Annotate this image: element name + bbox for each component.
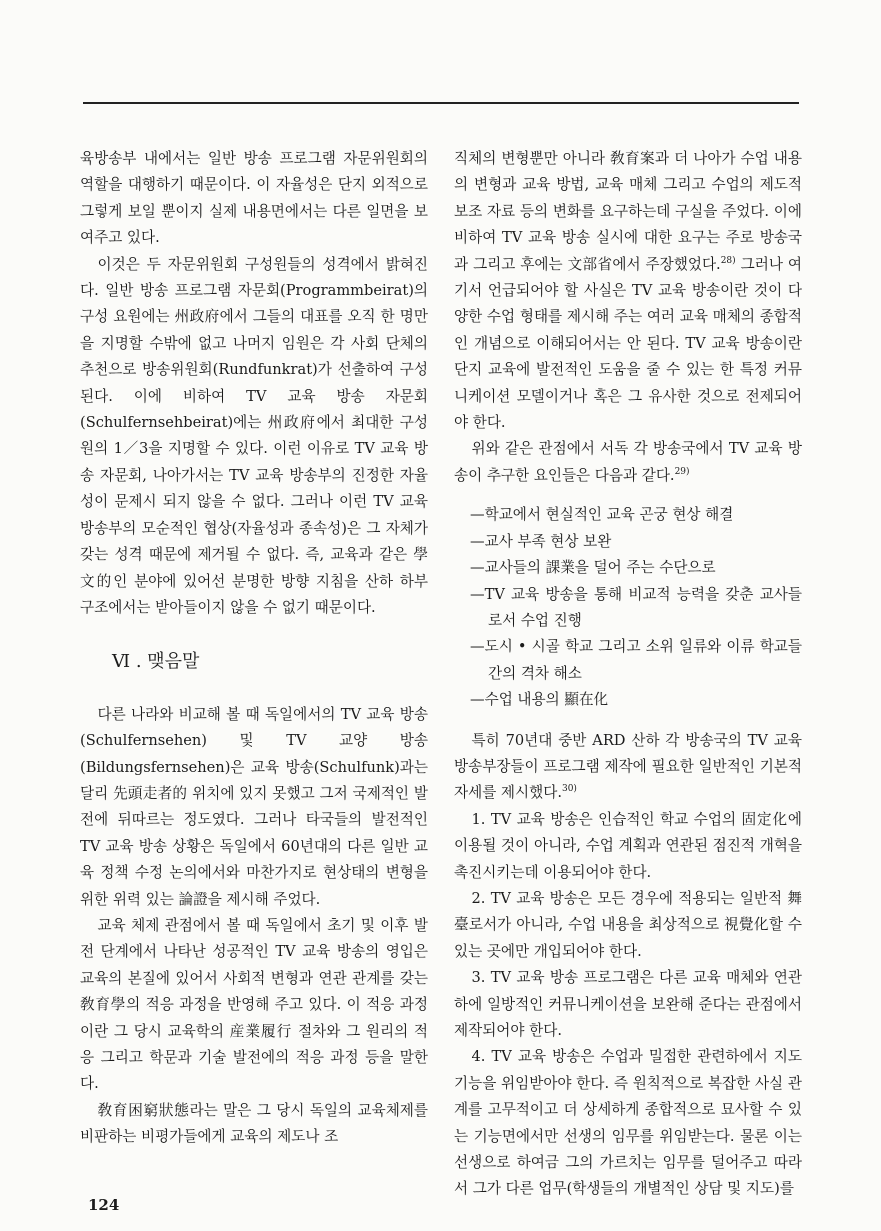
list-item: —교사 부족 현상 보완 bbox=[470, 532, 612, 550]
paragraph bbox=[454, 436, 802, 489]
list-item: —도시 • 시골 학교 그리고 소위 일류와 이류 학교들 간의 격차 해소 bbox=[470, 638, 802, 682]
factor-list bbox=[454, 502, 802, 713]
paragraph-text: 위와 같은 관점에서 서독 각 방송국에서 TV 교육 방송이 추구한 요인들은 다음과 같다. bbox=[454, 440, 802, 484]
numbered-item: 4. TV 교육 방송은 수업과 밀접한 관련하에서 지도 기능을 위임받아야 한다. 즉 원칙적으로 복잡한 사실 관계를 고무적이고 더 상세하게 종합적으로 묘사할 수 있는 기능면에서만 선생의 임무를 위임받는다. 물론 이는 선생으로 하여금 그의 가르치는 임무를 덜어주고 따라서 그가 다른 업무(학생들의 개별적인 상담 및 지도)를 bbox=[454, 1048, 802, 1198]
left-column bbox=[80, 146, 428, 1151]
footnote-ref: 28) bbox=[720, 255, 736, 266]
paragraph-text: 직체의 변형뿐만 아니라 敎育案과 더 나아가 수업 내용의 변형과 교육 방법, 교육 매체 그리고 수업의 제도적 보조 자료 등의 변화를 요구하는데 구실을 주었다. 이에 비하여 TV 교육 방송 실시에 대한 요구는 주로 방송국과 그리고 후에는 文部省에서 주장했었다. bbox=[454, 150, 802, 273]
list-item: —TV 교육 방송을 통해 비교적 능력을 갖춘 교사들로서 수업 진행 bbox=[470, 585, 802, 629]
paragraph: 다른 나라와 비교해 볼 때 독일에서의 TV 교육 방송(Schulfernsehen) 및 TV 교양 방송(Bildungsfernsehen)은 교육 방송(Schulfunk)과는 달리 先頭走者的 위치에 있지 못했고 그저 국제적인 발전에 뒤따르는 정도였다. 그러나 타국들의 발전적인 TV 교육 방송 상황은 독일에서 60년대의 다른 일반 교육 정책 수정 논의에서와 마찬가지로 현상태의 변형을 위한 위력 있는 論證을 제시해 주었다. bbox=[80, 705, 428, 908]
paragraph: 교육 체제 관점에서 볼 때 독일에서 초기 및 이후 발전 단계에서 나타난 성공적인 TV 교육 방송의 영입은 교육의 본질에 있어서 사회적 변형과 연관 관계를 갖는 敎育學의 적응 과정을 반영해 주고 있다. 이 적응 과정이란 그 당시 교육학의 産業履行 절차와 그 원리의 적응 그리고 학문과 기술 발전에의 적응 과정 등을 말한다. bbox=[80, 916, 428, 1093]
list-item: —수업 내용의 顯在化 bbox=[470, 691, 609, 709]
header-rule bbox=[83, 102, 799, 104]
footnote-ref: 29) bbox=[674, 467, 690, 478]
paragraph: 육방송부 내에서는 일반 방송 프로그램 자문위원회의 역할을 대행하기 때문이다. 이 자율성은 단지 외적으로 그렇게 보일 뿐이지 실제 내용면에서는 다른 일면을 보여주고 있다. bbox=[80, 150, 428, 247]
paragraph-text: 그러나 여기서 언급되어야 할 사실은 TV 교육 방송이란 것이 다양한 수업 형태를 제시해 주는 여러 교육 매체의 종합적인 개념으로 이해되어서는 안 된다. TV 교육 방송이란 단지 교육에 발전적인 도움을 줄 수 있는 한 특정 커뮤니케이션 모델이거나 혹은 그 유사한 것으로 전제되어야 한다. bbox=[454, 255, 803, 432]
page-number: 124 bbox=[88, 1196, 120, 1214]
list-item: —학교에서 현실적인 교육 곤궁 현상 해결 bbox=[470, 506, 734, 524]
numbered-item: 1. TV 교육 방송은 인습적인 학교 수업의 固定化에 이용될 것이 아니라, 수업 계획과 연관된 점진적 개혁을 촉진시키는데 이용되어야 한다. bbox=[454, 810, 802, 881]
footnote-ref: 30) bbox=[561, 784, 577, 795]
numbered-item: 2. TV 교육 방송은 모든 경우에 적용되는 일반적 舞臺로서가 아니라, 수업 내용을 최상적으로 視覺化할 수 있는 곳에만 개입되어야 한다. bbox=[454, 889, 802, 960]
paragraph-text: 특히 70년대 중반 ARD 산하 각 방송국의 TV 교육 방송부장들이 프로그램 제작에 필요한 일반적인 기본적 자세를 제시했다. bbox=[454, 731, 802, 802]
paragraph bbox=[454, 146, 802, 436]
right-column bbox=[454, 146, 802, 1203]
section-title: Ⅵ . 맺음말 bbox=[112, 651, 200, 673]
list-item: —교사들의 課業을 덜어 주는 수단으로 bbox=[470, 559, 716, 577]
paragraph: 이것은 두 자문위원회 구성원들의 성격에서 밝혀진다. 일반 방송 프로그램 자문회(Programmbeirat)의 구성 요원에는 州政府에서 그들의 대표를 오직 한 명만을 지명할 수밖에 없고 나머지 임원은 각 사회 단체의 추천으로 방송위원회(Rundfunkrat)가 선출하여 구성된다. 이에 비하여 TV 교육 방송 자문회(Schulfernsehbeirat)에는 州政府에서 최대한 구성원의 1／3을 지명할 수 있다. 이런 이유로 TV 교육 방송 자문회, 나아가서는 TV 교육 방송부의 진정한 자율성이 문제시 되지 않을 수 없다. 그러나 이런 TV 교육 방송부의 모순적인 협상(자율성과 종속성)은 그 자체가 갖는 성격 때문에 제거될 수 없다. 즉, 교육과 같은 學文的인 분야에 있어선 분명한 방향 지침을 산하 하부 구조에서는 받아들이지 않을 수 없기 때문이다. bbox=[80, 255, 429, 616]
paragraph bbox=[454, 728, 802, 807]
paragraph: 敎育困窮狀態라는 말은 그 당시 독일의 교육체제를 비판하는 비평가들에게 교육의 제도나 조 bbox=[80, 1101, 428, 1146]
numbered-item: 3. TV 교육 방송 프로그램은 다른 교육 매체와 연관하에 일방적인 커뮤니케이션을 보완해 준다는 관점에서 제작되어야 한다. bbox=[454, 969, 802, 1039]
